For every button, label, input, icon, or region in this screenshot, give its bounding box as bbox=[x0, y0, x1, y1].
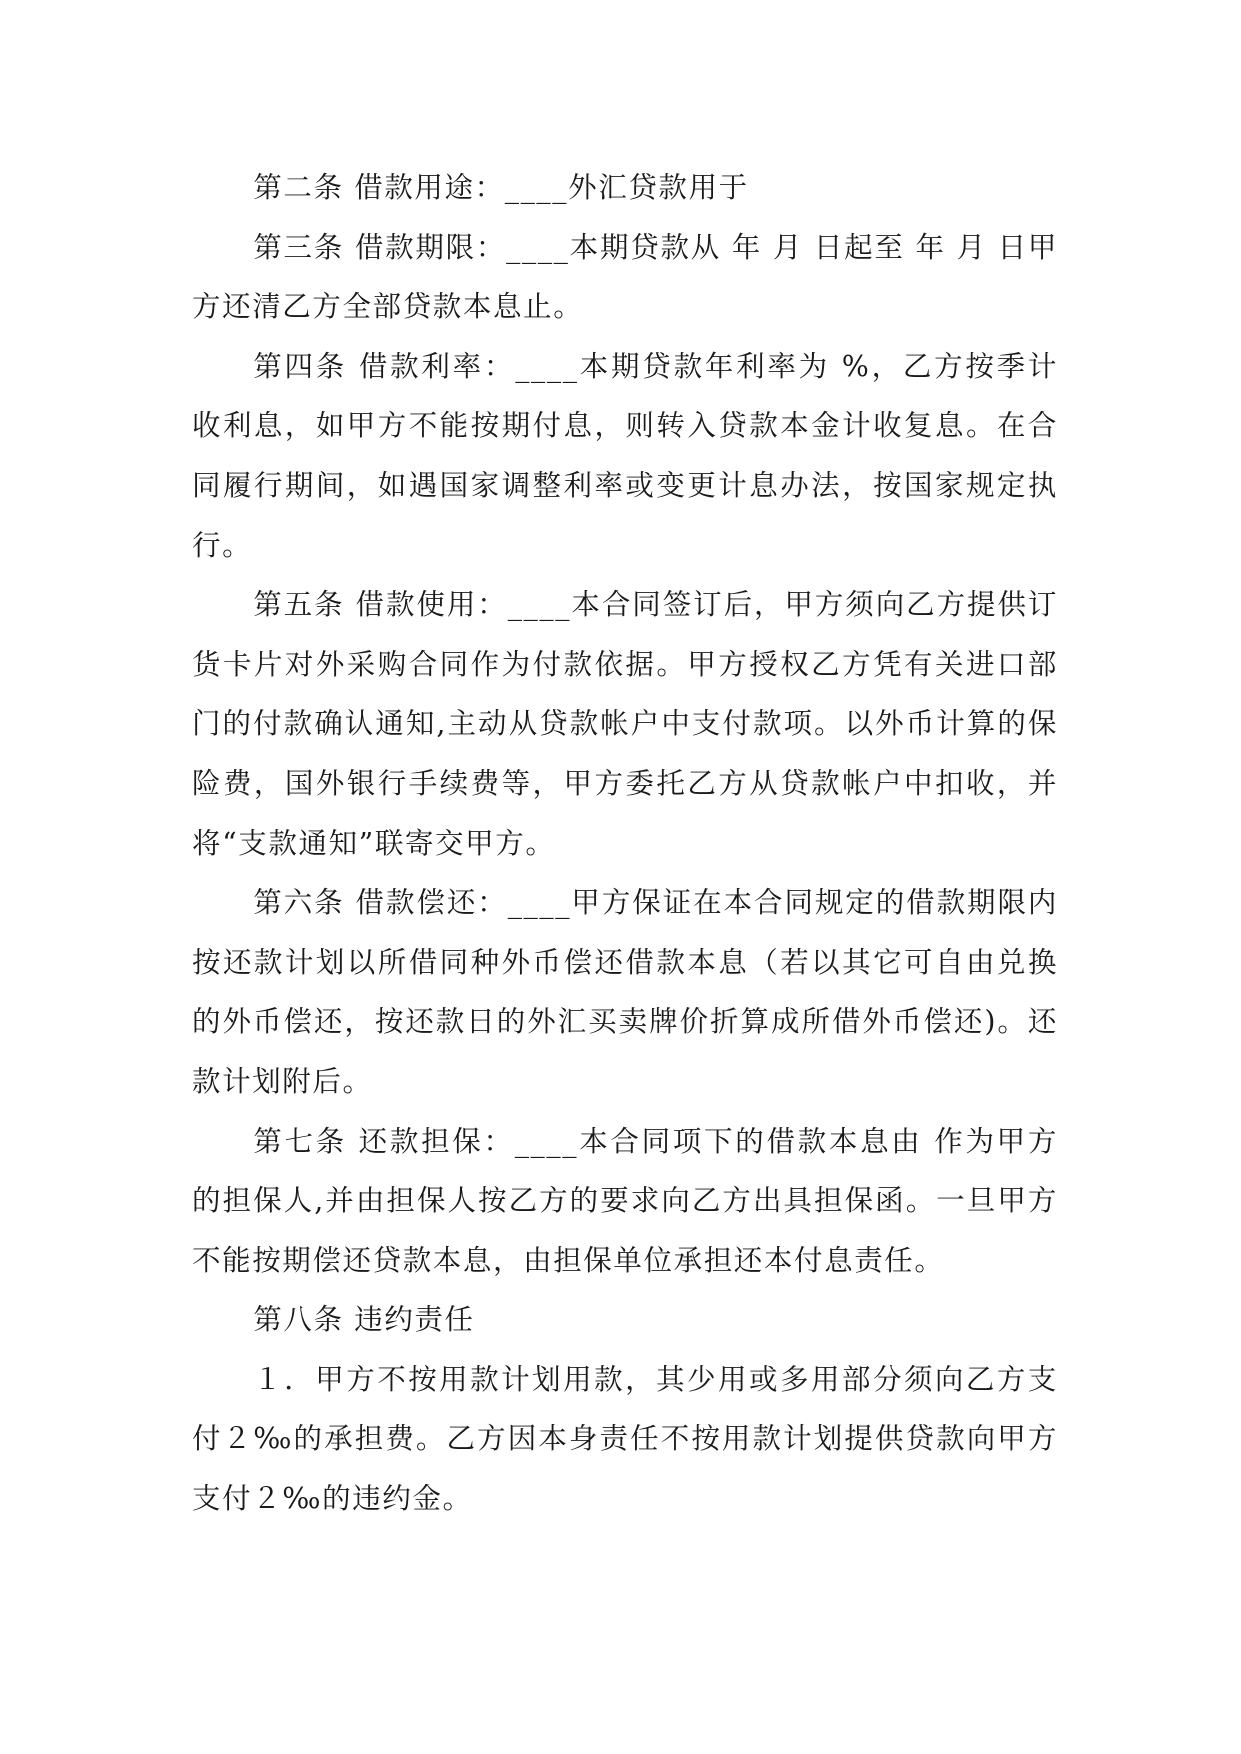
article-4-interest-rate: 第四条 借款利率：____本期贷款年利率为 %，乙方按季计收利息，如甲方不能按期付息，则转入贷款本金计收复息。在合同履行期间，如遇国家调整利率或变更计息办法，按国家规定执行。 bbox=[192, 349, 1058, 562]
article-7-guarantee: 第七条 还款担保：____本合同项下的借款本息由 作为甲方的担保人,并由担保人按乙方的要求向乙方出具担保函。一旦甲方不能按期偿还贷款本息，由担保单位承担还本付息责任。 bbox=[192, 1124, 1058, 1277]
article-2-loan-purpose: 第二条 借款用途：____外汇贷款用于 bbox=[253, 171, 749, 204]
document-body bbox=[192, 158, 1058, 1529]
article-8-heading: 第八条 违约责任 bbox=[253, 1303, 475, 1337]
article-5-loan-use: 第五条 借款使用：____本合同签订后，甲方须向乙方提供订货卡片对外采购合同作为付款依据。甲方授权乙方凭有关进口部门的付款确认通知,主动从贷款帐户中支付款项。以外币计算的保险费，国外银行手续费等，甲方委托乙方从贷款帐户中扣收，并将“支款通知”联寄交甲方。 bbox=[192, 588, 1058, 860]
article-8-clause-1: １．甲方不按用款计划用款，其少用或多用部分须向乙方支付２‰的承担费。乙方因本身责任不按用款计划提供贷款向甲方支付２‰的违约金。 bbox=[192, 1362, 1058, 1516]
article-6-repayment: 第六条 借款偿还：____甲方保证在本合同规定的借款期限内按还款计划以所借同种外币偿还借款本息（若以其它可自由兑换的外币偿还，按还款日的外汇买卖牌价折算成所借外币偿还)。还款计划附后。 bbox=[192, 886, 1058, 1098]
article-3-loan-term: 第三条 借款期限：____本期贷款从 年 月 日起至 年 月 日甲方还清乙方全部贷款本息止。 bbox=[192, 230, 1058, 324]
